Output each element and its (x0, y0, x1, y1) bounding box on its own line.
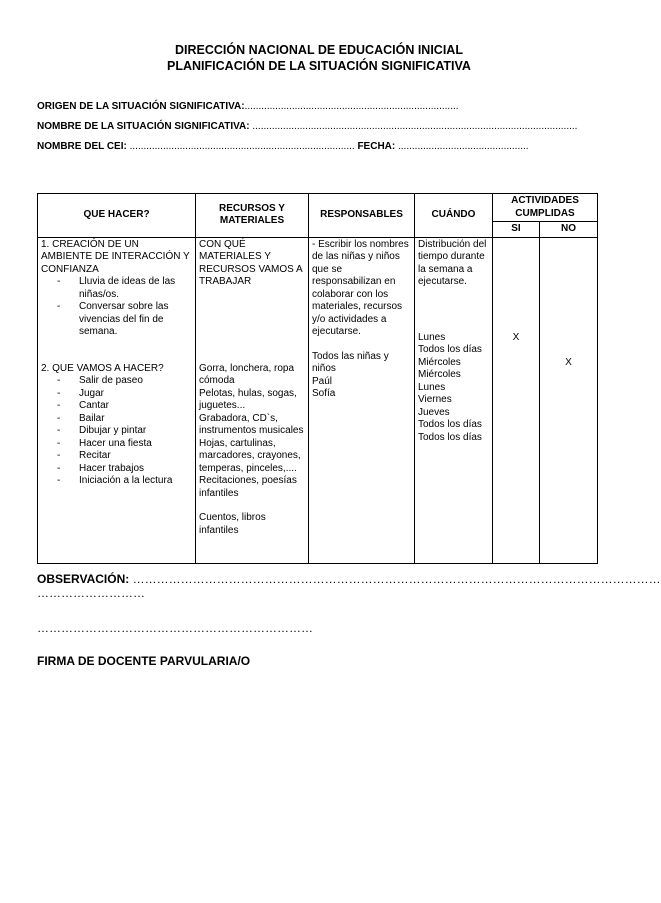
origen-dots: ............................................................................. (244, 101, 459, 112)
section2-title: 2. QUE VAMOS A HACER? (41, 362, 164, 374)
responsables-item: Paúl (312, 375, 333, 387)
observation-dots: …………………………………………………………………………………………………………………… (129, 572, 661, 586)
cell-responsables (309, 237, 415, 563)
signature-line: …………………………………………………………… (37, 621, 313, 635)
header-actividades: ACTIVIDADES CUMPLIDAS (493, 194, 598, 222)
fecha-label: FECHA: (357, 141, 396, 152)
recursos-item: Grabadora, CD`s, instrumentos musicales (199, 412, 304, 436)
cuando-item: Miércoles (418, 356, 461, 368)
responsables-item: Todos las niñas y niños (312, 350, 389, 374)
list-item: - Recitar (41, 450, 192, 463)
no-mark: X (565, 356, 572, 368)
cei-label: NOMBRE DEL CEI: (37, 141, 127, 152)
nombre-field (37, 121, 577, 132)
cei-fecha-field (37, 141, 529, 152)
cell-si (493, 237, 540, 563)
cuando-item: Viernes (418, 394, 452, 405)
fecha-dots: ............................................... (395, 141, 529, 152)
cuando-intro: Distribución del tiempo durante la semana a ejecutarse. (418, 238, 487, 287)
header-que-hacer: QUE HACER? (38, 194, 196, 238)
observation-dots-line2: ……………………… (37, 586, 145, 600)
cuando-item: Lunes (418, 381, 446, 393)
header-cuando: CUÁNDO (415, 194, 493, 238)
list-item: - Hacer trabajos (41, 463, 192, 476)
recursos-item: Gorra, lonchera, ropa cómoda (199, 362, 295, 386)
recursos-item: Hojas, cartulinas, marcadores, crayones, temperas, pinceles,.... (199, 437, 301, 474)
list-item: - Iniciación a la lectura (41, 475, 192, 488)
header-title-line2: PLANIFICACIÓN DE LA SITUACIÓN SIGNIFICATIVA (167, 59, 471, 73)
list-item: - Lluvia de ideas de las niñas/os. (41, 276, 192, 301)
si-mark: X (512, 331, 520, 343)
list-item: - Cantar (41, 400, 192, 413)
signature-label: FIRMA DE DOCENTE PARVULARIA/O (37, 654, 251, 668)
cuando-item: Lunes (418, 331, 446, 343)
nombre-dots: ..................................................................................................................... (249, 121, 578, 132)
responsables-intro: - Escribir los nombres de las niñas y niños que se responsabilizan en colaborar con los materiales, recursos y/o actividades a ejecutarse. (312, 238, 409, 337)
header-recursos: RECURSOS Y MATERIALES (196, 194, 309, 238)
list-item: - Salir de paseo (41, 375, 192, 388)
section2-list (41, 375, 192, 488)
header-no: NO (540, 222, 598, 238)
cell-cuando (415, 237, 493, 563)
recursos-item: Recitaciones, poesías infantiles (199, 475, 297, 499)
origen-label: ORIGEN DE LA SITUACIÓN SIGNIFICATIVA: (37, 101, 245, 112)
cuando-item: Todos los días (418, 419, 482, 430)
observation-label: OBSERVACIÓN: (37, 572, 130, 586)
cuando-item: Miércoles (418, 369, 461, 380)
responsables-item: Sofía (312, 388, 336, 399)
header-si: SI (493, 222, 540, 238)
origen-field (37, 101, 459, 112)
observation-block (37, 572, 661, 600)
cuando-item: Todos los días (418, 431, 482, 443)
list-item: - Conversar sobre las vivencias del fin de semana. (41, 301, 192, 339)
nombre-label: NOMBRE DE LA SITUACIÓN SIGNIFICATIVA: (37, 121, 250, 132)
planning-table (37, 193, 598, 564)
cei-dots: ................................................................................. (126, 141, 355, 152)
list-item: - Jugar (41, 388, 192, 401)
header-responsables: RESPONSABLES (309, 194, 415, 238)
recursos-item: Pelotas, hulas, sogas, juguetes... (199, 387, 297, 411)
list-item: - Hacer una fiesta (41, 438, 192, 451)
cell-no (540, 237, 598, 563)
header-title-line1: DIRECCIÓN NACIONAL DE EDUCACIÓN INICIAL (175, 43, 463, 57)
recursos-intro: CON QUÉ MATERIALES Y RECURSOS VAMOS A TRABAJAR (199, 238, 303, 287)
section1-list (41, 276, 192, 339)
recursos-item: Cuentos, libros infantiles (199, 512, 266, 536)
cuando-item: Todos los días (418, 344, 482, 355)
list-item: - Dibujar y pintar (41, 425, 192, 438)
list-item: - Bailar (41, 413, 192, 426)
cell-que-hacer (38, 237, 196, 563)
section1-title: 1. CREACIÓN DE UN AMBIENTE DE INTERACCIÓN Y CONFIANZA (41, 238, 190, 275)
cuando-item: Jueves (418, 406, 450, 418)
cell-recursos (196, 237, 309, 563)
